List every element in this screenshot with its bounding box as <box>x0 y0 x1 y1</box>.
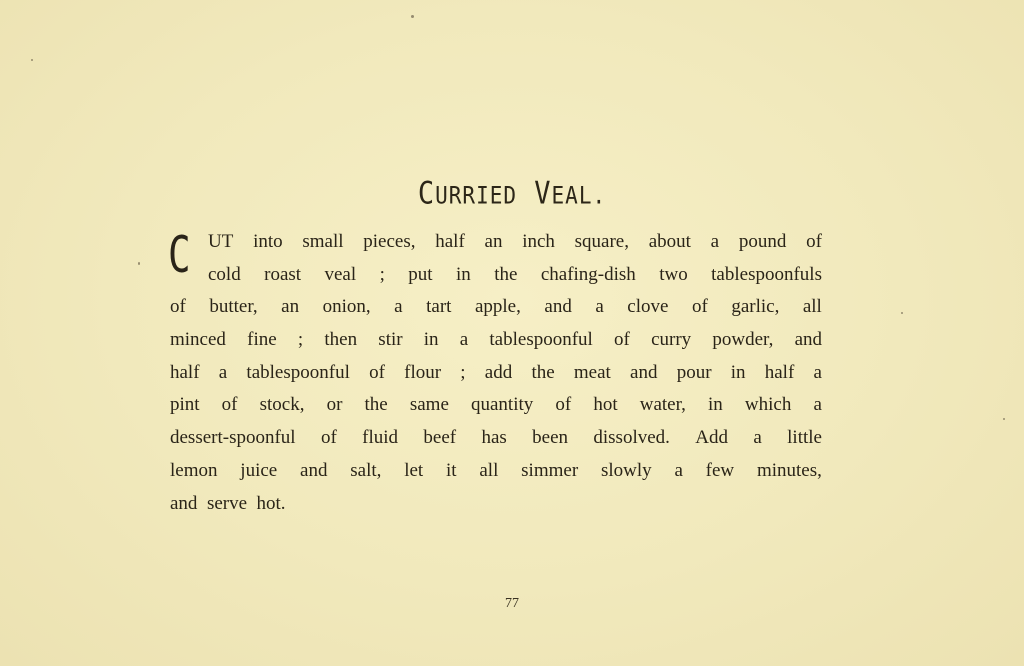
word: a <box>394 296 403 318</box>
word: juice <box>240 459 278 481</box>
word: hot <box>593 394 618 416</box>
title-initial-1: C <box>417 176 436 212</box>
word: onion, <box>322 296 371 318</box>
recipe-line <box>170 422 822 455</box>
word: which <box>744 394 792 416</box>
word: of <box>691 296 708 318</box>
word: half <box>764 361 795 383</box>
word: small <box>302 231 344 252</box>
word: about <box>648 231 691 252</box>
title-rest-1: URRIED <box>435 181 517 210</box>
paper-speck <box>138 262 140 265</box>
word: an <box>281 296 300 318</box>
recipe-line <box>170 455 822 488</box>
word: slowly <box>600 459 652 481</box>
recipe-line <box>170 324 822 357</box>
word: let <box>404 459 424 481</box>
word: chafing-dish <box>540 263 636 285</box>
word: meat <box>573 361 611 383</box>
word: tart <box>426 296 452 318</box>
word: of <box>555 394 572 416</box>
word: all <box>802 296 822 318</box>
word: pound <box>738 231 787 252</box>
recipe-title <box>0 176 1024 212</box>
word: serve <box>206 492 248 514</box>
paper-speck <box>1003 418 1005 420</box>
word: veal <box>324 263 357 285</box>
word: a <box>595 296 604 318</box>
word: pieces, <box>363 231 416 252</box>
word: pint <box>170 394 200 416</box>
word: ; <box>460 361 466 383</box>
recipe-line <box>170 488 822 521</box>
word: UT <box>208 231 234 252</box>
word: a <box>813 394 822 416</box>
word: of <box>320 427 337 449</box>
word: powder, <box>712 329 774 351</box>
word: then <box>324 329 358 351</box>
word: two <box>659 263 688 285</box>
title-initial-2: V <box>534 176 552 212</box>
word: quantity <box>471 394 534 416</box>
word: and <box>630 361 658 383</box>
word: fine <box>247 329 277 351</box>
word: minced <box>170 329 226 351</box>
word: ; <box>297 329 304 351</box>
word: of <box>170 296 186 318</box>
word: minutes, <box>756 459 822 481</box>
recipe-line <box>170 357 822 390</box>
word: few <box>705 459 735 481</box>
word: in <box>455 263 471 285</box>
word: little <box>787 427 822 449</box>
word: tablespoonful <box>489 329 593 351</box>
word: tablespoonfuls <box>711 263 822 285</box>
word: same <box>409 394 449 416</box>
word: Add <box>695 427 728 449</box>
drop-cap: C <box>168 226 191 284</box>
word: it <box>446 459 457 481</box>
word: been <box>532 427 569 449</box>
word: put <box>408 263 433 285</box>
word: curry <box>651 329 692 351</box>
word: garlic, <box>731 296 780 318</box>
paper-speck <box>411 15 414 18</box>
word: a <box>710 231 720 252</box>
word: lemon <box>170 459 218 481</box>
word: the <box>494 263 518 285</box>
page-number: 77 <box>505 596 519 611</box>
word: of <box>806 231 822 252</box>
word: inch <box>522 231 555 252</box>
word: a <box>813 361 822 383</box>
word: and <box>544 296 572 318</box>
word: fluid <box>362 427 399 449</box>
word: tablespoonful <box>246 361 350 383</box>
word: flour <box>404 361 442 383</box>
word: and <box>170 492 198 514</box>
word: hot. <box>256 492 286 514</box>
word: a <box>674 459 683 481</box>
word: of <box>369 361 385 383</box>
word: has <box>481 427 507 449</box>
recipe-line <box>170 291 822 324</box>
word: dissolved. <box>593 427 670 449</box>
word: stock, <box>259 394 305 416</box>
word: the <box>364 394 388 416</box>
title-rest-2: EAL. <box>551 181 607 210</box>
word: in <box>423 329 439 351</box>
word: an <box>484 231 503 252</box>
word: half <box>435 231 465 252</box>
word: roast <box>264 263 302 285</box>
word: salt, <box>350 459 382 481</box>
word: a <box>753 427 762 449</box>
word: and <box>300 459 328 481</box>
paper-speck <box>31 59 33 61</box>
recipe-body <box>170 226 822 520</box>
word: pour <box>676 361 712 383</box>
word: a <box>218 361 228 383</box>
word: and <box>794 329 822 351</box>
word: all <box>479 459 499 481</box>
word: add <box>484 361 513 383</box>
word: cold <box>208 263 241 285</box>
word: square, <box>574 231 629 252</box>
word: dessert-spoonful <box>170 427 296 449</box>
word: butter, <box>209 296 258 318</box>
word: of <box>221 394 238 416</box>
word: simmer <box>521 459 579 481</box>
word: water, <box>639 394 686 416</box>
word: ; <box>379 263 385 285</box>
paper-speck <box>901 312 903 314</box>
word: into <box>253 231 283 252</box>
word: in <box>730 361 746 383</box>
word: apple, <box>474 296 521 318</box>
recipe-line <box>170 259 822 292</box>
word: a <box>459 329 469 351</box>
word: clove <box>627 296 669 318</box>
word: stir <box>378 329 403 351</box>
word: beef <box>423 427 457 449</box>
recipe-line <box>170 226 822 259</box>
word: of <box>614 329 630 351</box>
word: the <box>531 361 555 383</box>
word: or <box>326 394 343 416</box>
word: half <box>170 361 200 383</box>
word: in <box>708 394 723 416</box>
recipe-line <box>170 389 822 422</box>
